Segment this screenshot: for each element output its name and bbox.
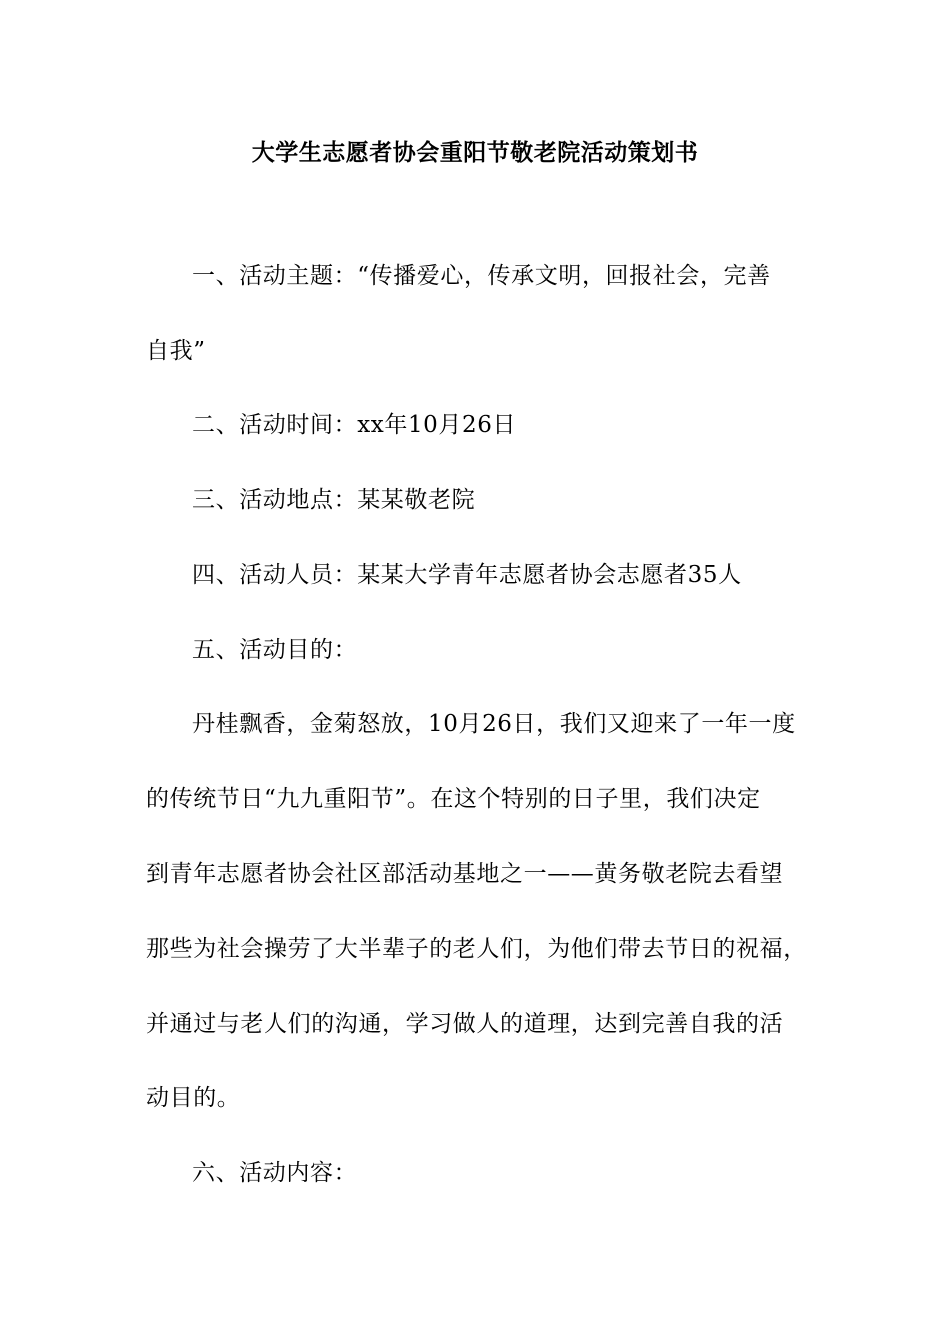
purpose-paragraph-line-5: 并通过与老人们的沟通，学习做人的道理，达到完善自我的活	[146, 1011, 784, 1037]
purpose-paragraph-line-2: 的传统节日“九九重阳节”。在这个特别的日子里，我们决定	[146, 786, 761, 812]
purpose-paragraph-line-1: 丹桂飘香，金菊怒放，10月26日，我们又迎来了一年一度	[192, 711, 796, 737]
location-line: 三、活动地点：某某敬老院	[192, 487, 476, 513]
participants-line: 四、活动人员：某某大学青年志愿者协会志愿者35人	[192, 562, 742, 588]
purpose-paragraph-line-3: 到青年志愿者协会社区部活动基地之一——黄务敬老院去看望	[146, 861, 784, 887]
theme-line: 一、活动主题：“传播爱心，传承文明，回报社会，完善	[192, 263, 771, 289]
purpose-paragraph-line-4: 那些为社会操劳了大半辈子的老人们，为他们带去节日的祝福，	[146, 936, 807, 962]
theme-line-continued: 自我”	[146, 338, 206, 364]
document-title: 大学生志愿者协会重阳节敬老院活动策划书	[251, 139, 699, 166]
purpose-heading: 五、活动目的：	[192, 637, 358, 663]
time-line: 二、活动时间：xx年10月26日	[192, 412, 517, 438]
purpose-paragraph-line-6: 动目的。	[146, 1085, 241, 1111]
content-heading: 六、活动内容：	[192, 1160, 358, 1186]
